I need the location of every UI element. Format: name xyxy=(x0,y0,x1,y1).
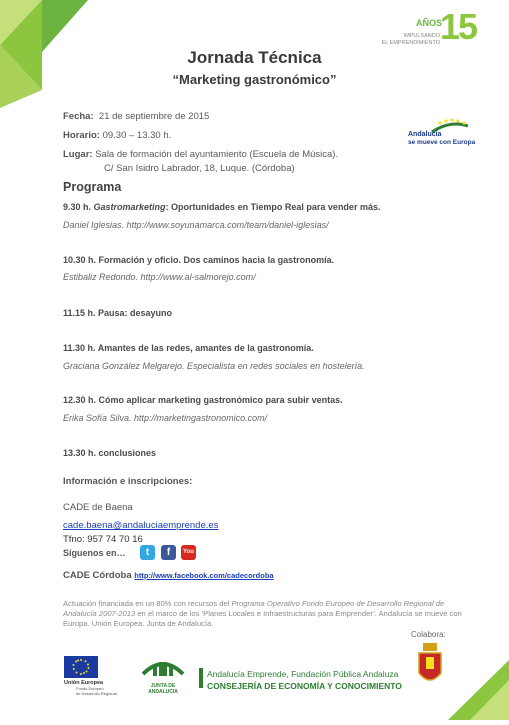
contact-org: CADE de Baena xyxy=(63,502,133,513)
andalucia-line1: Andalucía xyxy=(408,131,442,138)
ae-icon xyxy=(199,668,203,688)
programa-item-3-title: 11.15 h. Pausa: desayuno xyxy=(63,308,173,318)
contact-phone: Tfno: 957 74 70 16 xyxy=(63,534,143,545)
andalucia-europa-logo xyxy=(408,118,478,150)
programa-item-2-title: 10.30 h. Formación y oficio. Dos caminos hacia la gastronomía. xyxy=(63,255,335,265)
page-title: Jornada Técnica xyxy=(187,48,322,67)
programa-item-4-speaker: Graciana González Melgarejo. Especialista en redes sociales en hostelería. xyxy=(63,361,365,371)
horario-label: Horario: xyxy=(63,130,100,141)
junta-logo xyxy=(137,652,189,695)
logo-number: 15 xyxy=(440,6,477,47)
page-subtitle: “Marketing gastronómico” xyxy=(172,72,337,87)
contact-heading: Información e inscripciones: xyxy=(63,476,193,487)
facebook-url-link[interactable]: http://www.facebook.com/cadecordoba xyxy=(134,571,274,580)
fecha-value: 21 de septiembre de 2015 xyxy=(98,111,210,122)
item-1-highlight: Gastromarketing xyxy=(93,202,166,212)
lugar-label: Lugar: xyxy=(63,149,93,160)
fecha-label: Fecha: xyxy=(63,111,94,122)
programa-item-5-title: 12.30 h. Cómo aplicar marketing gastronómico para subir ventas. xyxy=(63,395,343,405)
facebook-icon[interactable]: f xyxy=(161,545,176,560)
lugar-row xyxy=(63,149,338,160)
junta-emblem-icon xyxy=(137,652,189,682)
twitter-icon[interactable]: t xyxy=(140,545,155,560)
eu-stars-icon xyxy=(64,656,98,678)
lugar-address: C/ San Isidro Labrador, 18, Luque. (Córdoba) xyxy=(104,163,295,174)
programa-heading: Programa xyxy=(63,180,122,194)
junta-text: JUNTA DE ANDALUCIA xyxy=(148,683,178,695)
contact-email-link[interactable]: cade.baena@andaluciaemprende.es xyxy=(63,520,219,531)
programa-item-1-title xyxy=(63,202,380,212)
follow-label: Síguenos en… xyxy=(63,548,126,558)
logo-line1: IMPULSANDO xyxy=(403,33,440,39)
fecha-row xyxy=(63,111,209,122)
eu-line1: Unión Europea xyxy=(64,680,104,686)
horario-value: 09.30 – 13.30 h. xyxy=(102,130,172,141)
logo-line2: EL EMPRENDIMIENTO xyxy=(381,40,440,46)
ae-line: Andalucía Emprende, Fundación Pública Andaluza xyxy=(207,669,399,679)
coat-of-arms-icon xyxy=(417,643,443,694)
disclaimer-part1: Actuación financiada en un 80% con recursos del xyxy=(63,599,232,608)
programa-item-6-title: 13.30 h. conclusiones xyxy=(63,448,157,458)
lugar-value: Sala de formación del ayuntamiento (Escuela de Música). xyxy=(95,149,339,160)
eu-line2: Fondo Europeo xyxy=(76,686,104,691)
item-1-time: 9.30 h. xyxy=(63,202,92,212)
andalucia-line2: se mueve con Europa xyxy=(408,139,476,146)
item-1-rest: : Oportunidades en Tiempo Real para vender más. xyxy=(165,202,381,212)
programa-item-4-title: 11.30 h. Amantes de las redes, amantes de la gastronomía. xyxy=(63,343,314,353)
horario-row xyxy=(63,130,171,141)
disclaimer-italic: Programa Operativo Fondo Europeo de Desarrollo Regional de Andalucía 2007-2013 xyxy=(63,599,445,618)
colabora-label: Colabora: xyxy=(411,630,446,639)
funding-disclaimer xyxy=(63,599,473,629)
consejeria-line: CONSEJERÍA DE ECONOMÍA Y CONOCIMIENTO xyxy=(207,681,402,691)
youtube-icon[interactable]: You xyxy=(181,545,196,560)
cade-cordoba-label: CADE Córdoba xyxy=(63,570,132,581)
programa-item-1-speaker: Daniel Iglesias. http://www.soyunamarca.com/team/daniel-iglesias/ xyxy=(63,220,329,230)
programa-item-2-speaker: Estibaliz Redondo. http://www.al-salmorejo.com/ xyxy=(63,272,256,282)
disclaimer-part2: en el marco de los ‘Planes Locales e Infraestructuras para Emprender’. Andalucía se mueve con Europa. Unión Europea. Junta de Andalucía. xyxy=(63,609,462,628)
programa-item-5-speaker: Erika Sofía Silva. http://marketingastronomico.com/ xyxy=(63,413,268,423)
logo-word: AÑOS xyxy=(416,18,443,28)
decor-bottom-right xyxy=(448,660,509,720)
eu-flag xyxy=(64,656,98,678)
cade-cordoba-row xyxy=(63,570,274,581)
eu-line3: de Desarrollo Regional xyxy=(76,691,117,696)
